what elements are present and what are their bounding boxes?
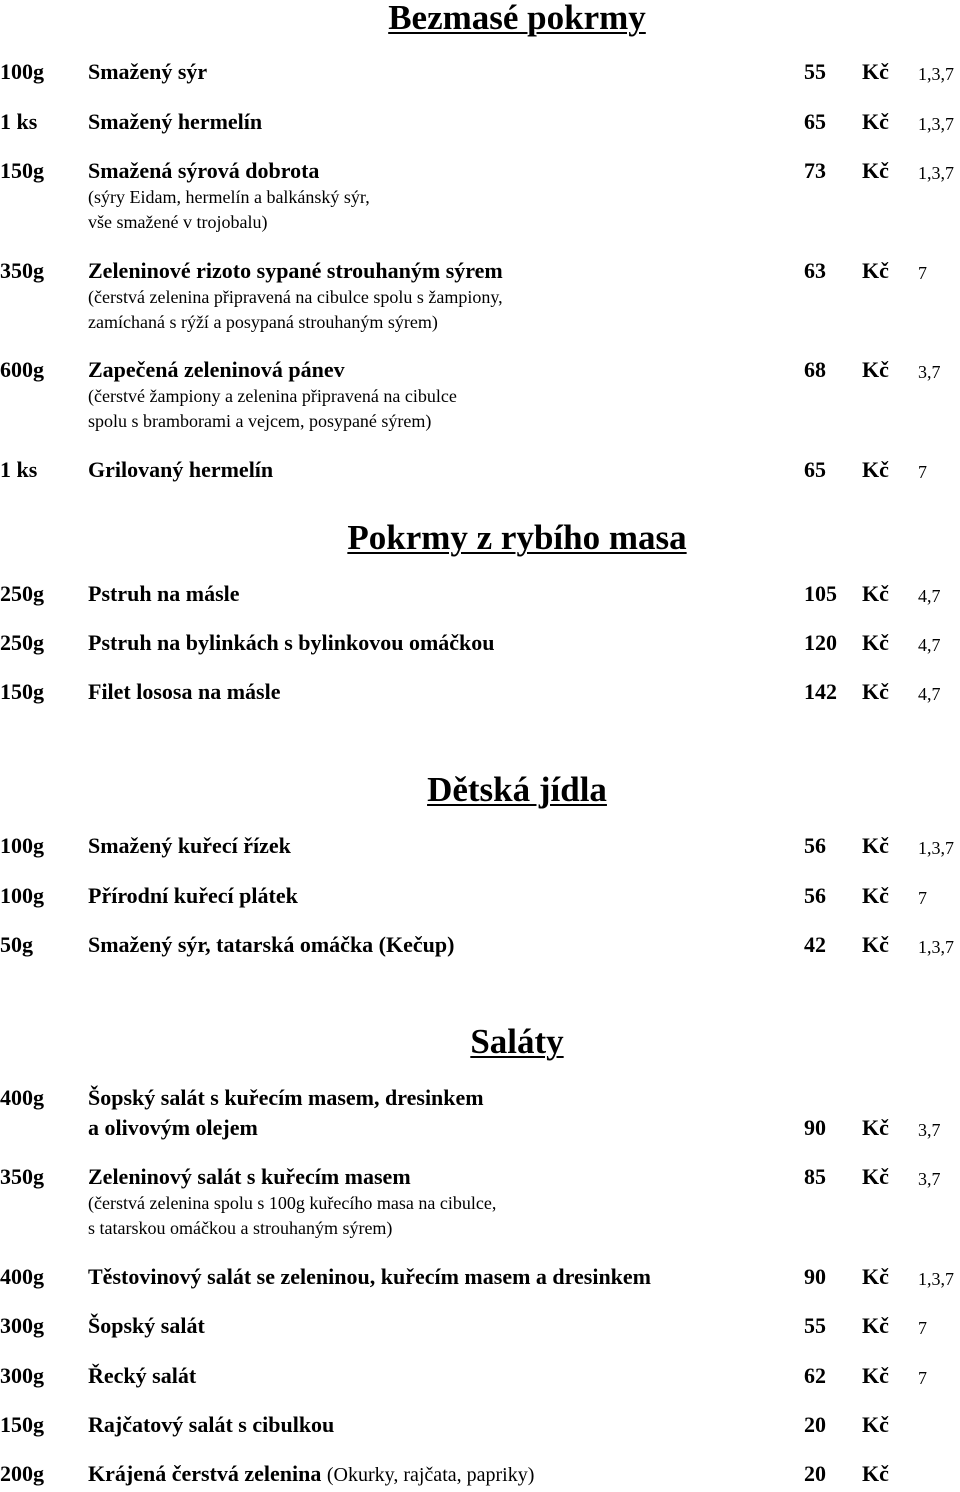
item-name: Smažený sýr, tatarská omáčka (Kečup) bbox=[88, 932, 455, 957]
item-description-line: (čerstvá zelenina spolu s 100g kuřecího masa na cibulce, bbox=[88, 1193, 497, 1213]
item-name: Zeleninový salát s kuřecím masem bbox=[88, 1164, 411, 1189]
item-currency: Kč bbox=[862, 833, 889, 858]
item-name: Grilovaný hermelín bbox=[88, 457, 274, 482]
menu-item bbox=[0, 1461, 960, 1491]
item-weight: 1 ks bbox=[0, 109, 38, 134]
item-allergens: 1,3,7 bbox=[918, 838, 954, 858]
item-name: Smažený hermelín bbox=[88, 109, 263, 134]
menu-item bbox=[0, 1164, 960, 1244]
item-allergens: 3,7 bbox=[918, 1169, 941, 1189]
section-title-bezmase: Bezmasé pokrmy bbox=[388, 0, 646, 37]
item-name: Přírodní kuřecí plátek bbox=[88, 883, 298, 908]
item-currency: Kč bbox=[862, 59, 889, 84]
item-allergens: 4,7 bbox=[918, 684, 941, 704]
item-weight: 250g bbox=[0, 581, 44, 606]
item-weight: 100g bbox=[0, 59, 44, 84]
item-allergens: 1,3,7 bbox=[918, 1269, 954, 1289]
item-currency: Kč bbox=[862, 158, 889, 183]
item-name-line-2: a olivovým olejem bbox=[88, 1115, 258, 1140]
item-currency: Kč bbox=[862, 1313, 889, 1338]
item-price: 56 bbox=[804, 883, 826, 908]
item-weight: 200g bbox=[0, 1461, 44, 1486]
item-price: 120 bbox=[804, 630, 837, 655]
item-currency: Kč bbox=[862, 109, 889, 134]
item-currency: Kč bbox=[862, 457, 889, 482]
item-currency: Kč bbox=[862, 1264, 889, 1289]
item-price: 42 bbox=[804, 932, 826, 957]
item-price: 20 bbox=[804, 1461, 826, 1486]
item-allergens: 7 bbox=[918, 1318, 927, 1338]
item-name: Filet lososa na másle bbox=[88, 679, 281, 704]
item-price: 63 bbox=[804, 258, 826, 283]
item-name: Šopský salát bbox=[88, 1313, 205, 1338]
item-currency: Kč bbox=[862, 1115, 889, 1140]
item-weight: 300g bbox=[0, 1363, 44, 1388]
item-weight: 150g bbox=[0, 1412, 44, 1437]
item-name: Šopský salát s kuřecím masem, dresinkem bbox=[88, 1085, 484, 1110]
item-allergens: 1,3,7 bbox=[918, 114, 954, 134]
item-weight: 50g bbox=[0, 932, 33, 957]
item-currency: Kč bbox=[862, 357, 889, 382]
item-weight: 100g bbox=[0, 883, 44, 908]
menu-item bbox=[0, 357, 960, 437]
item-currency: Kč bbox=[862, 1164, 889, 1189]
item-name: Krájená čerstvá zelenina bbox=[88, 1461, 322, 1486]
item-price: 55 bbox=[804, 1313, 826, 1338]
item-price: 85 bbox=[804, 1164, 826, 1189]
item-allergens: 3,7 bbox=[918, 1120, 941, 1140]
item-price: 142 bbox=[804, 679, 837, 704]
item-allergens: 3,7 bbox=[918, 362, 941, 382]
item-weight: 1 ks bbox=[0, 457, 38, 482]
item-currency: Kč bbox=[862, 679, 889, 704]
item-weight: 350g bbox=[0, 258, 44, 283]
item-price: 90 bbox=[804, 1115, 826, 1140]
item-price: 20 bbox=[804, 1412, 826, 1437]
item-price: 68 bbox=[804, 357, 826, 382]
item-description-line: (čerstvá zelenina připravená na cibulce spolu s žampiony, bbox=[88, 287, 503, 307]
item-note: (Okurky, rajčata, papriky) bbox=[326, 1464, 535, 1486]
item-weight: 150g bbox=[0, 679, 44, 704]
item-price: 55 bbox=[804, 59, 826, 84]
item-allergens: 1,3,7 bbox=[918, 163, 954, 183]
item-price: 90 bbox=[804, 1264, 826, 1289]
menu-item bbox=[0, 258, 960, 338]
item-currency: Kč bbox=[862, 630, 889, 655]
item-description-line: zamíchaná s rýží a posypaná strouhaným sýrem) bbox=[88, 312, 438, 332]
item-currency: Kč bbox=[862, 932, 889, 957]
item-currency: Kč bbox=[862, 883, 889, 908]
item-currency: Kč bbox=[862, 1412, 889, 1437]
item-name: Zeleninové rizoto sypané strouhaným sýrem bbox=[88, 258, 503, 283]
item-weight: 600g bbox=[0, 357, 44, 382]
item-allergens: 4,7 bbox=[918, 586, 941, 606]
item-name: Smažený sýr bbox=[88, 59, 208, 84]
item-price: 73 bbox=[804, 158, 826, 183]
item-name: Zapečená zeleninová pánev bbox=[88, 357, 345, 382]
item-price: 65 bbox=[804, 457, 826, 482]
item-currency: Kč bbox=[862, 1363, 889, 1388]
menu-item bbox=[0, 932, 960, 992]
item-allergens: 7 bbox=[918, 462, 927, 482]
item-price: 105 bbox=[804, 581, 837, 606]
item-weight: 350g bbox=[0, 1164, 44, 1189]
item-weight: 300g bbox=[0, 1313, 44, 1338]
item-weight: 250g bbox=[0, 630, 44, 655]
section-title-detska: Dětská jídla bbox=[427, 770, 607, 809]
item-price: 65 bbox=[804, 109, 826, 134]
item-weight: 400g bbox=[0, 1085, 44, 1110]
menu-item bbox=[0, 158, 960, 238]
item-name: Pstruh na bylinkách s bylinkovou omáčkou bbox=[88, 630, 495, 655]
item-description-line: (čerstvé žampiony a zelenina připravená na cibulce bbox=[88, 386, 457, 406]
item-description-line: (sýry Eidam, hermelín a balkánský sýr, bbox=[88, 187, 370, 207]
item-name: Smažená sýrová dobrota bbox=[88, 158, 320, 183]
item-price: 62 bbox=[804, 1363, 826, 1388]
item-description-line: s tatarskou omáčkou a strouhaným sýrem) bbox=[88, 1218, 393, 1238]
item-weight: 100g bbox=[0, 833, 44, 858]
item-price: 56 bbox=[804, 833, 826, 858]
item-allergens: 7 bbox=[918, 888, 927, 908]
section-title-salaty: Saláty bbox=[470, 1022, 564, 1061]
menu-item bbox=[0, 457, 960, 517]
item-allergens: 7 bbox=[918, 263, 927, 283]
item-name: Pstruh na másle bbox=[88, 581, 240, 606]
item-name: Smažený kuřecí řízek bbox=[88, 833, 291, 858]
item-allergens: 4,7 bbox=[918, 635, 941, 655]
section-title-ryby: Pokrmy z rybího masa bbox=[347, 518, 687, 557]
item-currency: Kč bbox=[862, 581, 889, 606]
item-name-with-note bbox=[88, 1461, 534, 1488]
item-allergens: 7 bbox=[918, 1368, 927, 1388]
item-weight: 150g bbox=[0, 158, 44, 183]
item-weight: 400g bbox=[0, 1264, 44, 1289]
menu-item bbox=[0, 1085, 960, 1145]
item-currency: Kč bbox=[862, 258, 889, 283]
item-name: Řecký salát bbox=[88, 1363, 197, 1388]
item-allergens: 1,3,7 bbox=[918, 937, 954, 957]
item-name: Rajčatový salát s cibulkou bbox=[88, 1412, 335, 1437]
item-description-line: vše smažené v trojobalu) bbox=[88, 212, 268, 232]
menu-item bbox=[0, 679, 960, 739]
item-allergens: 1,3,7 bbox=[918, 64, 954, 84]
item-currency: Kč bbox=[862, 1461, 889, 1486]
item-name: Těstovinový salát se zeleninou, kuřecím masem a dresinkem bbox=[88, 1264, 652, 1289]
item-description-line: spolu s bramborami a vejcem, posypané sýrem) bbox=[88, 411, 432, 431]
